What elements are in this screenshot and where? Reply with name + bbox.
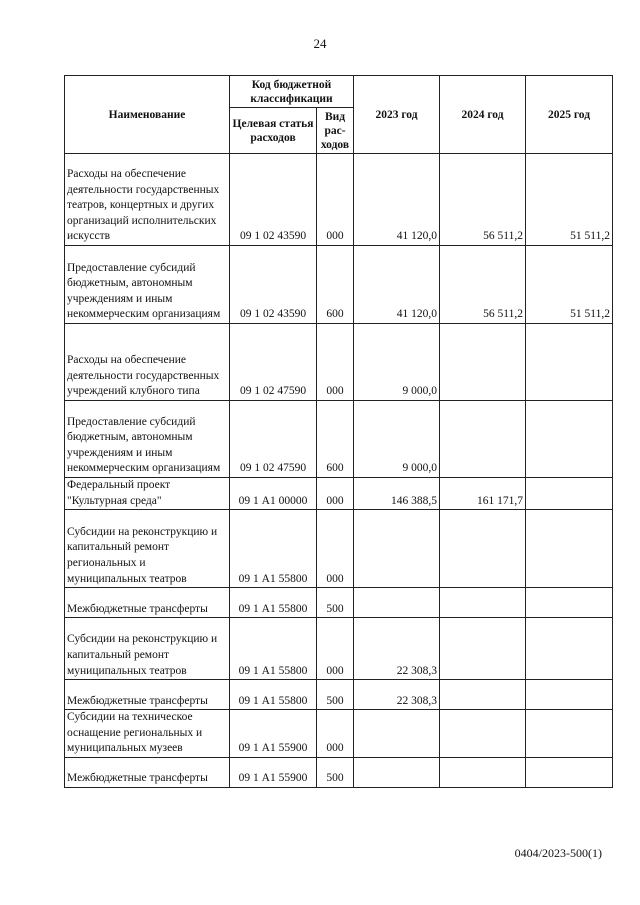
table-body	[65, 154, 613, 788]
row-code-cell: 09 1 02 47590	[230, 324, 317, 401]
table-row	[65, 710, 613, 758]
row-2024-cell: 161 171,7	[440, 478, 526, 510]
row-kind-cell: 000	[317, 618, 354, 680]
row-2024-cell: 56 511,2	[440, 246, 526, 324]
row-name-cell: Федеральный проект "Культурная среда"	[65, 478, 230, 510]
row-2024-cell	[440, 757, 526, 787]
header-row-top	[65, 76, 613, 108]
row-name-cell: Межбюджетные трансферты	[65, 680, 230, 710]
row-kind-cell: 600	[317, 246, 354, 324]
header-kind: Вид рас-ходов	[317, 108, 354, 154]
row-kind-cell: 500	[317, 588, 354, 618]
page-number: 24	[313, 36, 327, 51]
table-row	[65, 478, 613, 510]
header-target: Целевая статья расходов	[230, 108, 317, 154]
header-name: Наименование	[65, 76, 230, 154]
header-2024: 2024 год	[440, 76, 526, 154]
row-2025-cell	[526, 618, 613, 680]
table-row	[65, 401, 613, 478]
row-2025-cell	[526, 588, 613, 618]
row-2023-cell	[354, 710, 440, 758]
row-kind-cell: 000	[317, 324, 354, 401]
row-code-cell: 09 1 02 47590	[230, 401, 317, 478]
row-2024-cell: 56 511,2	[440, 154, 526, 246]
row-2023-cell	[354, 510, 440, 588]
table-row	[65, 324, 613, 401]
header-code-group: Код бюджетной классификации	[230, 76, 354, 108]
row-kind-cell: 600	[317, 401, 354, 478]
row-2024-cell	[440, 401, 526, 478]
row-name-cell: Расходы на обеспечение деятельности государственных учреждений клубного типа	[65, 324, 230, 401]
table-row	[65, 154, 613, 246]
row-name-cell: Межбюджетные трансферты	[65, 757, 230, 787]
row-name-cell: Предоставление субсидий бюджетным, автономным учреждениям и иным некоммерческим организациям	[65, 401, 230, 478]
header-2023: 2023 год	[354, 76, 440, 154]
row-2025-cell: 51 511,2	[526, 246, 613, 324]
row-name-cell: Расходы на обеспечение деятельности государственных театров, концертных и других организаций исполнительских искусств	[65, 154, 230, 246]
row-2023-cell: 22 308,3	[354, 618, 440, 680]
row-kind-cell: 000	[317, 478, 354, 510]
row-2024-cell	[440, 510, 526, 588]
row-name-cell: Субсидии на реконструкцию и капитальный ремонт муниципальных театров	[65, 618, 230, 680]
row-2024-cell	[440, 710, 526, 758]
budget-table	[64, 75, 613, 788]
row-code-cell: 09 1 А1 55800	[230, 510, 317, 588]
row-2023-cell: 9 000,0	[354, 324, 440, 401]
table-row	[65, 680, 613, 710]
row-2023-cell: 41 120,0	[354, 154, 440, 246]
row-code-cell: 09 1 А1 00000	[230, 478, 317, 510]
table-row	[65, 246, 613, 324]
row-name-cell: Предоставление субсидий бюджетным, автономным учреждениям и иным некоммерческим организациям	[65, 246, 230, 324]
row-2025-cell	[526, 401, 613, 478]
document-code: 0404/2023-500(1)	[514, 846, 602, 860]
row-code-cell: 09 1 02 43590	[230, 154, 317, 246]
row-name-cell: Субсидии на реконструкцию и капитальный ремонт региональных и муниципальных театров	[65, 510, 230, 588]
row-code-cell: 09 1 А1 55800	[230, 618, 317, 680]
row-code-cell: 09 1 А1 55800	[230, 588, 317, 618]
row-2023-cell	[354, 757, 440, 787]
row-2023-cell: 146 388,5	[354, 478, 440, 510]
row-2023-cell	[354, 588, 440, 618]
row-2023-cell: 9 000,0	[354, 401, 440, 478]
table-row	[65, 588, 613, 618]
row-kind-cell: 000	[317, 510, 354, 588]
row-code-cell: 09 1 02 43590	[230, 246, 317, 324]
table-row	[65, 510, 613, 588]
row-kind-cell: 500	[317, 757, 354, 787]
row-2025-cell	[526, 757, 613, 787]
row-kind-cell: 500	[317, 680, 354, 710]
row-2025-cell	[526, 478, 613, 510]
row-2025-cell	[526, 510, 613, 588]
row-2023-cell: 41 120,0	[354, 246, 440, 324]
row-2025-cell	[526, 324, 613, 401]
row-name-cell: Межбюджетные трансферты	[65, 588, 230, 618]
row-kind-cell: 000	[317, 710, 354, 758]
row-2025-cell	[526, 710, 613, 758]
row-code-cell: 09 1 А1 55900	[230, 757, 317, 787]
row-name-cell: Субсидии на техническое оснащение региональных и муниципальных музеев	[65, 710, 230, 758]
table-row	[65, 618, 613, 680]
row-2023-cell: 22 308,3	[354, 680, 440, 710]
row-code-cell: 09 1 А1 55900	[230, 710, 317, 758]
row-2025-cell: 51 511,2	[526, 154, 613, 246]
row-2024-cell	[440, 618, 526, 680]
table-row	[65, 757, 613, 787]
row-kind-cell: 000	[317, 154, 354, 246]
row-2024-cell	[440, 680, 526, 710]
row-2024-cell	[440, 324, 526, 401]
row-code-cell: 09 1 А1 55800	[230, 680, 317, 710]
header-2025: 2025 год	[526, 76, 613, 154]
row-2025-cell	[526, 680, 613, 710]
row-2024-cell	[440, 588, 526, 618]
